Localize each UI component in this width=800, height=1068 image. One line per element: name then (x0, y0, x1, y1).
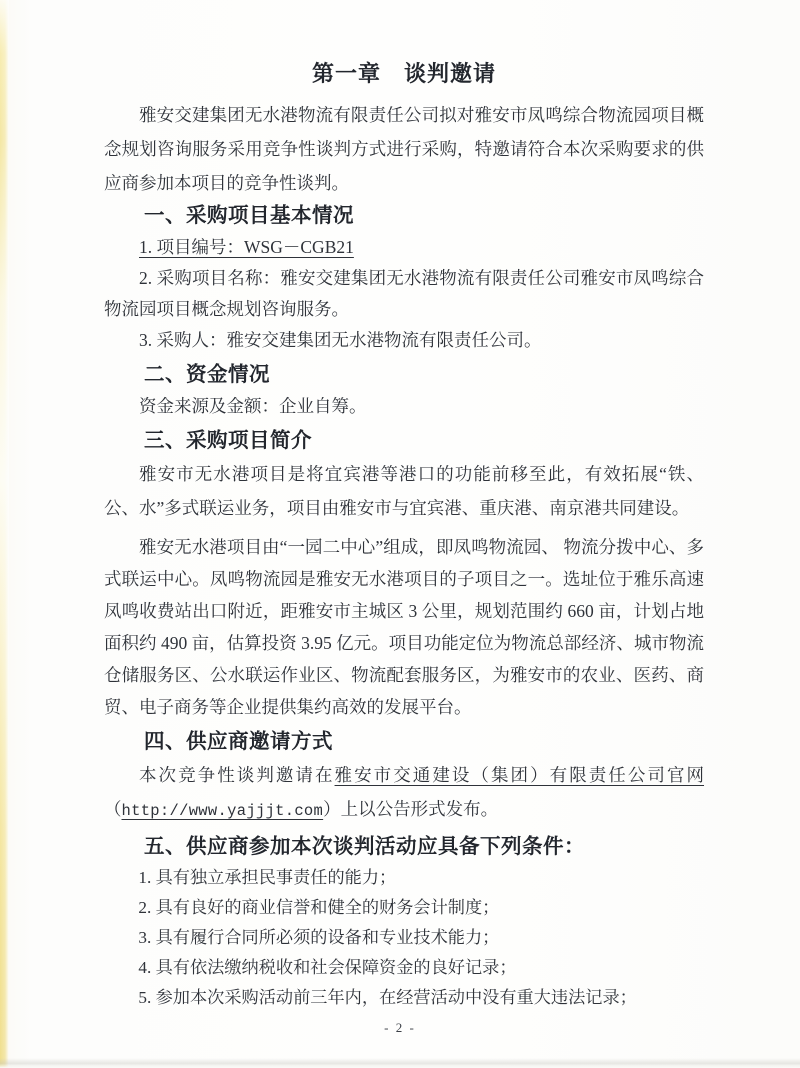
paren-close: ） (323, 799, 341, 819)
project-brief-paragraph-2: 雅安无水港项目由“一园二中心”组成，即凤鸣物流园、 物流分拨中心、多式联运中心。凤鸣物流园是雅安无水港项目的子项目之一。选址位于雅乐高速凤鸣收费站出口附近，距雅安市主城区 3 公里，规划范围约 660 亩，计划占地面积约 490 亩，估算投资 3.95 亿元。项目功能定位为物流总部经济、城市物流仓储服务区、公水联运作业区、物流配套服务区，为雅安市的农业、医药、商贸、电子商务等企业提供集约高效的发展平台。 (104, 537, 704, 717)
condition-item-3: 3. 具有履行合同所必须的设备和专业技术能力； (138, 928, 500, 947)
page-number: - 2 - (384, 1020, 416, 1035)
condition-item-2: 2. 具有良好的商业信誉和健全的财务会计制度； (138, 898, 500, 917)
project-number: 1. 项目编号：WSG－CGB21 (139, 237, 354, 257)
chapter-title: 第一章 谈判邀请 (311, 61, 496, 86)
condition-item-1: 1. 具有独立承担民事责任的能力； (138, 868, 397, 887)
section-5-heading: 五、供应商参加本次谈判活动应具备下列条件： (144, 835, 585, 858)
funding-line: 资金来源及金额：企业自筹。 (139, 396, 367, 416)
website-url: http://www.yajjjt.com (121, 802, 324, 820)
page-bottom-edge (0, 1058, 800, 1068)
section-3-heading: 三、采购项目简介 (144, 429, 312, 452)
project-name-line: 2. 采购项目名称：雅安交建集团无水港物流有限责任公司雅安市凤鸣综合物流园项目概念规划咨询服务。 (104, 268, 704, 319)
condition-item-4: 4. 具有依法缴纳税收和社会保障资金的良好记录； (138, 958, 517, 977)
paren-open: （ (104, 799, 122, 819)
website-name: 雅安市交通建设（集团）有限责任公司官网 (334, 765, 705, 785)
intro-paragraph: 雅安交建集团无水港物流有限责任公司拟对雅安市凤鸣综合物流园项目概念规划咨询服务采用竞争性谈判方式进行采购，特邀请符合本次采购要求的供应商参加本项目的竞争性谈判。 (104, 105, 704, 193)
section-2-heading: 二、资金情况 (144, 363, 270, 386)
condition-item-5: 5. 参加本次采购活动前三年内，在经营活动中没有重大违法记录； (138, 988, 637, 1007)
invitation-suffix: 上以公告形式发布。 (340, 799, 499, 819)
project-brief-paragraph-1: 雅安市无水港项目是将宜宾港等港口的功能前移至此，有效拓展“铁、公、水”多式联运业务，项目由雅安市与宜宾港、重庆港、南京港共同建设。 (104, 464, 704, 518)
section-4-heading: 四、供应商邀请方式 (144, 730, 333, 753)
invitation-method-paragraph (104, 758, 704, 828)
section-1-heading: 一、采购项目基本情况 (144, 204, 354, 227)
document-content (104, 54, 704, 1013)
invitation-prefix: 本次竞争性谈判邀请在 (139, 765, 335, 785)
page-left-edge (0, 0, 9, 1068)
purchaser-line: 3. 采购人：雅安交建集团无水港物流有限责任公司。 (139, 330, 542, 350)
project-number-line (104, 232, 704, 263)
